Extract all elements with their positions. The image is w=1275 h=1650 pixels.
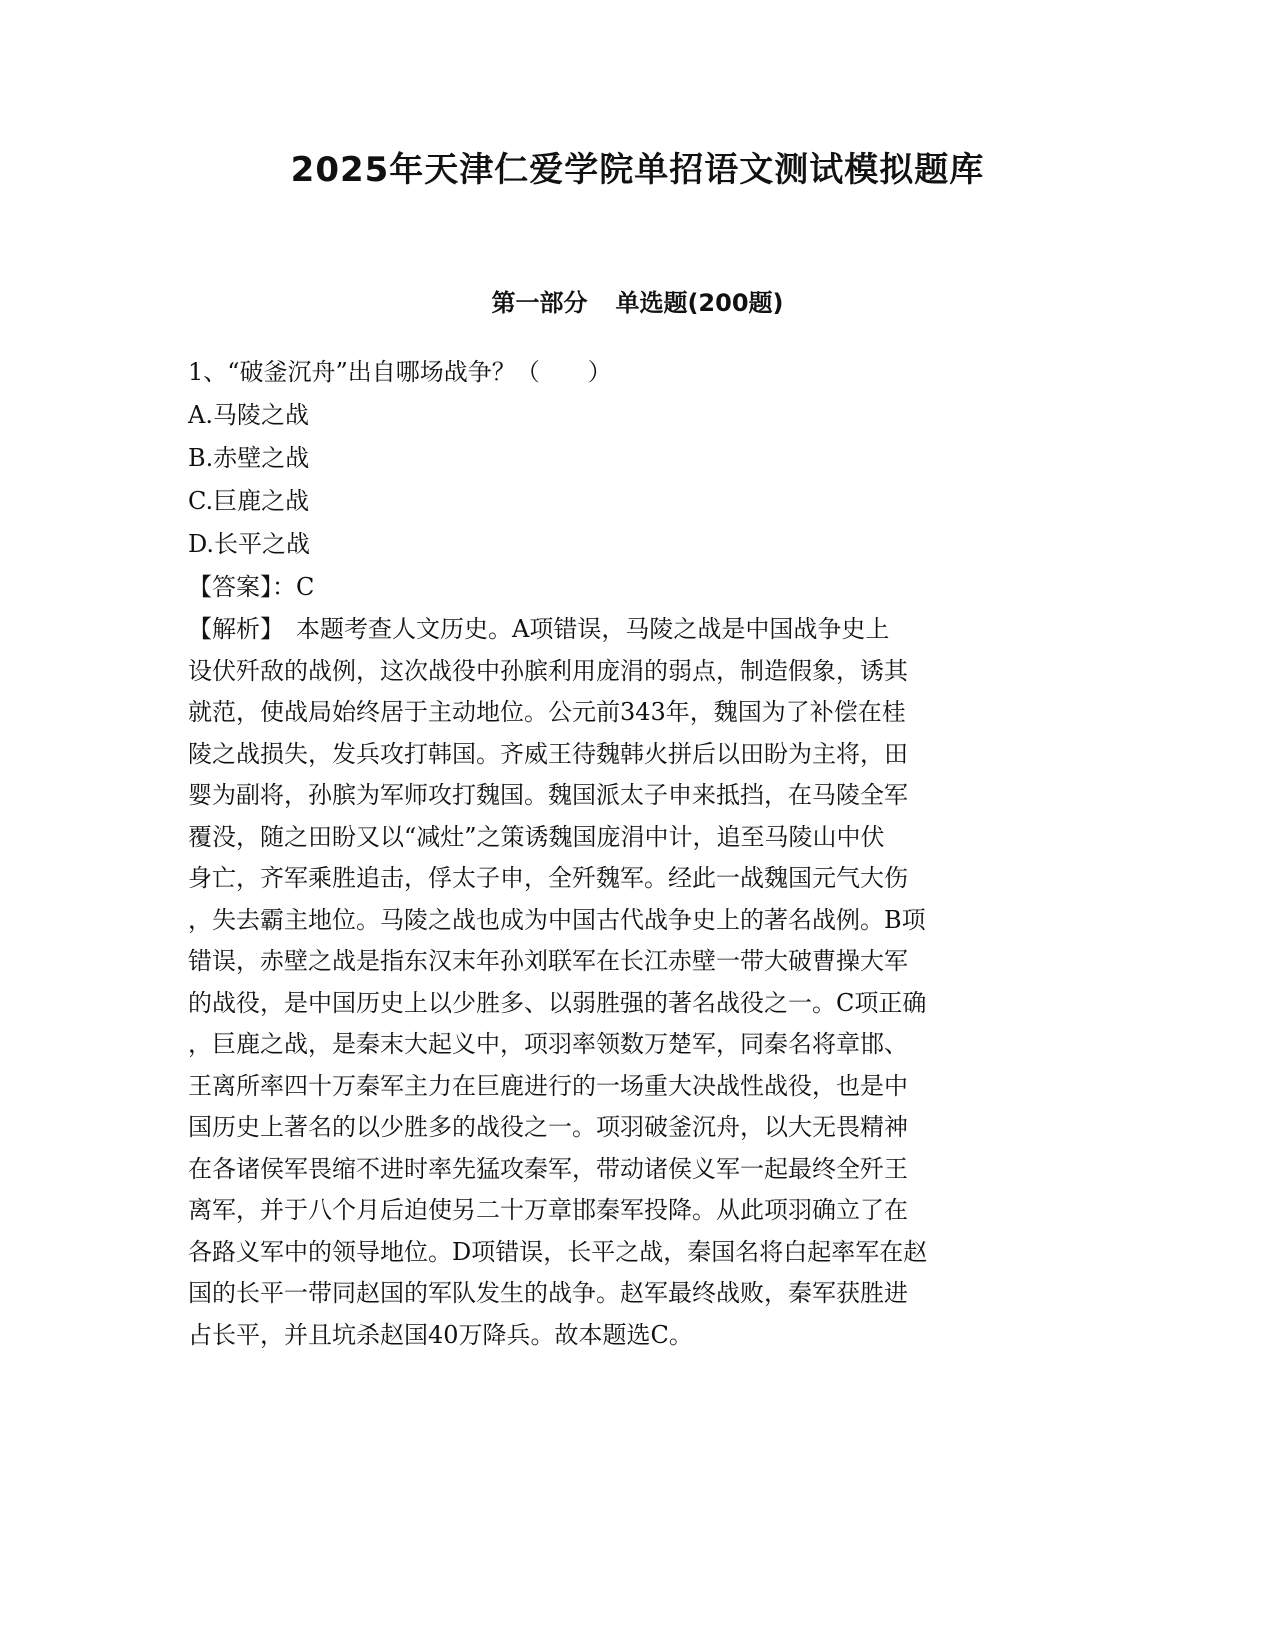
section-label: 第一部分 xyxy=(491,289,588,317)
analysis-line: 王离所率四十万秦军主力在巨鹿进行的一场重大决战性战役，也是中 xyxy=(188,1071,908,1100)
analysis-line: 国的长平一带同赵国的军队发生的战争。赵军最终战败，秦军获胜进 xyxy=(188,1279,908,1307)
section-heading xyxy=(0,286,1275,320)
option-c: C.巨鹿之战 xyxy=(188,487,310,515)
analysis-line: ，失去霸主地位。马陵之战也成为中国古代战争史上的著名战例。B项 xyxy=(188,905,926,934)
analysis-line: 覆没，随之田盼又以“减灶”之策诱魏国庞涓中计，追至马陵山中伏 xyxy=(188,822,885,851)
analysis-line: 设伏歼敌的战例，这次战役中孙膑利用庞涓的弱点，制造假象，诱其 xyxy=(188,656,908,685)
option-d: D.长平之战 xyxy=(188,530,311,558)
question-stem: 1、“破釜沉舟”出自哪场战争？（ ） xyxy=(188,358,612,386)
option-a: A.马陵之战 xyxy=(188,401,309,429)
analysis-line: 【解析】 本题考查人文历史。A项错误，马陵之战是中国战争史上 xyxy=(188,615,890,643)
section-name: 单选题(200题) xyxy=(615,289,784,317)
analysis-line: 婴为副将，孙膑为军师攻打魏国。魏国派太子申来抵挡，在马陵全军 xyxy=(188,781,908,809)
analysis-line: 国历史上著名的以少胜多的战役之一。项羽破釜沉舟，以大无畏精神 xyxy=(188,1113,908,1141)
question-block xyxy=(188,351,1088,1356)
answer-line: 【答案】：C xyxy=(188,573,315,601)
analysis-line: ，巨鹿之战，是秦末大起义中，项羽率领数万楚军，同秦名将章邯、 xyxy=(188,1030,908,1058)
analysis-line: 陵之战损失，发兵攻打韩国。齐威王待魏韩火拼后以田盼为主将，田 xyxy=(188,739,908,768)
document-title: 2025年天津仁爱学院单招语文测试模拟题库 xyxy=(290,150,985,190)
option-b: B.赤壁之战 xyxy=(188,444,310,472)
analysis-line: 错误，赤壁之战是指东汉末年孙刘联军在长江赤壁一带大破曹操大军 xyxy=(188,947,908,975)
analysis-line: 在各诸侯军畏缩不进时率先猛攻秦军，带动诸侯义军一起最终全歼王 xyxy=(188,1154,908,1183)
analysis-paragraph xyxy=(188,609,1088,1356)
analysis-line: 占长平，并且坑杀赵国40万降兵。故本题选C。 xyxy=(188,1320,693,1349)
analysis-line: 的战役，是中国历史上以少胜多、以弱胜强的著名战役之一。C项正确 xyxy=(188,988,927,1017)
analysis-line: 身亡，齐军乘胜追击，俘太子申，全歼魏军。经此一战魏国元气大伤 xyxy=(188,864,908,892)
analysis-line: 各路义军中的领导地位。D项错误，长平之战，秦国名将白起率军在赵 xyxy=(188,1237,928,1266)
analysis-line: 离军，并于八个月后迫使另二十万章邯秦军投降。从此项羽确立了在 xyxy=(188,1196,908,1224)
analysis-line: 就范，使战局始终居于主动地位。公元前343年，魏国为了补偿在桂 xyxy=(188,698,906,726)
